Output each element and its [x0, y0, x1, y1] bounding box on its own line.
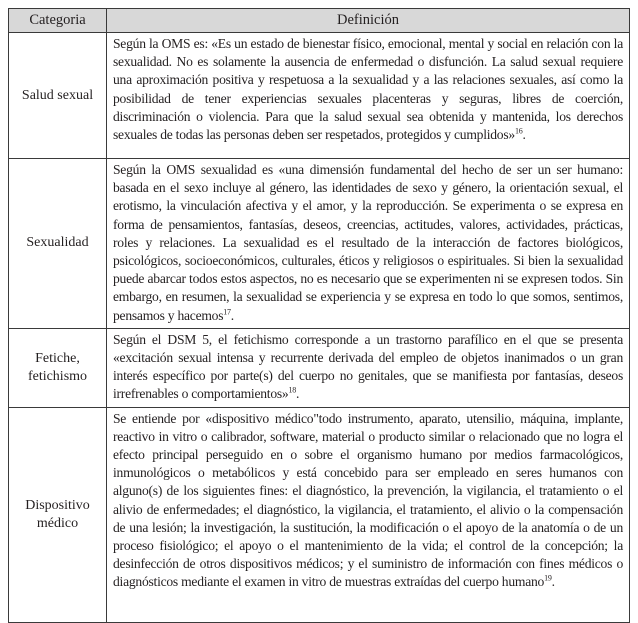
- definition-cell: Según el DSM 5, el fetichismo corresponde a un trastorno parafílico en el que se presenta «excitación sexual intensa y recurrente derivada del empleo de objetos inanimados o un gran interés específico por parte(s) del cuerpo no genitales, que se manifiesta por fantasías, deseos irrefrenables o comportamientos»$^{18}$.: [107, 328, 630, 407]
- table-row: [9, 407, 630, 622]
- definition-cell: Según la OMS sexualidad es «una dimensión fundamental del hecho de ser un ser humano: basada en el sexo incluye al género, las identidades de sexo y género, la orientación sexual, el erotismo, la vinculación afectiva y el amor, y la reproducción. Se experimenta o se expresa en forma de pensamientos, fantasías, deseos, creencias, actitudes, valores, actividades, prácticas, roles y relaciones. La sexualidad es el resultado de la interacción de factores biológicos, psicológicos, socioeconómicos, culturales, éticos y religiosos o espirituales. Si bien la sexualidad puede abarcar todos estos aspectos, no es necesario que se experimenten ni se expresen todos. Sin embargo, en resumen, la sexualidad se experiencia y se expresa en todo lo que somos, sentimos, pensamos y hacemos$^{17}$.: [107, 159, 630, 329]
- reference-number: 17: [223, 307, 231, 317]
- table-row: [9, 33, 630, 159]
- table-row: [9, 159, 630, 329]
- category-cell: Dispositivo médico: [9, 407, 107, 622]
- header-definition: Definición: [107, 9, 630, 33]
- definition-text: Según la OMS sexualidad es «una dimensión fundamental del hecho de ser un ser humano: basada en el sexo incluye al género, las identidades de sexo y género, la orientación sexual, el erotismo, la vinculación afectiva y el amor, y la reproducción. Se experimenta o se expresa en forma de pensamientos, fantasías, deseos, creencias, actitudes, valores, actividades, prácticas, roles y relaciones. La sexualidad es el resultado de la interacción de factores biológicos, psicológicos, socioeconómicos, culturales, éticos y religiosos o espirituales. Si bien la sexualidad puede abarcar todos estos aspectos, no es necesario que se experimenten ni se expresen todos. Sin embargo, en resumen, la sexualidad se experiencia y se expresa en todo lo que somos, sentimos, pensamos y hacemos: [113, 162, 623, 323]
- reference-number: 18: [288, 385, 296, 395]
- header-category: Categoria: [9, 9, 107, 33]
- table-row: [9, 328, 630, 407]
- definitions-table: [8, 8, 630, 623]
- reference-number: 19: [544, 573, 552, 583]
- definition-text: Según el DSM 5, el fetichismo corresponde a un trastorno parafílico en el que se presenta «excitación sexual intensa y recurrente derivada del empleo de objetos inanimados o un gran interés específico por parte(s) del cuerpo no genitales, que se manifiesta por fantasías, deseos irrefrenables o comportamientos»: [113, 331, 623, 402]
- category-cell: Fetiche, fetichismo: [9, 328, 107, 407]
- definition-text: Se entiende por «dispositivo médico"todo instrumento, aparato, utensilio, máquina, implante, reactivo in vitro o calibrador, software, material o producto similar o relacionado que no logra el efecto principal perseguido en o sobre el organismo humano por medios farmacológicos, inmunológicos o metabólicos y está concebido para ser empleado en seres humanos con alguno(s) de los siguientes fines: el diagnóstico, la prevención, la vigilancia, el tratamiento o el alivio de enfermedades; el diagnóstico, la vigilancia, el tratamiento, el alivio o la compensación de una lesión; la investigación, la sustitución, la modificación o el apoyo de la anatomía o de un proceso fisiológico; el apoyo o el mantenimiento de la vida; el control de la concepción; la desinfección de otros dispositivos médicos; y el suministro de información con fines médicos o diagnósticos mediante el examen in vitro de muestras extraídas del cuerpo humano: [113, 410, 623, 590]
- reference-number: 16: [514, 126, 523, 136]
- category-cell: Salud sexual: [9, 33, 107, 159]
- header-row: [9, 9, 630, 33]
- category-cell: Sexualidad: [9, 159, 107, 329]
- definition-text: Según la OMS es: «Es un estado de bienestar físico, emocional, mental y social en relación con la sexualidad. No es solamente la ausencia de enfermedad o disfunción. La salud sexual requiere una aproximación positiva y respetuosa a la sexualidad y a las relaciones sexuales, así como la posibilidad de tener experiencias sexuales placenteras y seguras, libres de coerción, discriminación o violencia. Para que la salud sexual sea obtenida y mantenida, los derechos sexuales de todas las personas deben ser respetados, protegidos y cumplidos»: [113, 36, 623, 143]
- definition-cell: Según la OMS es: «Es un estado de bienestar físico, emocional, mental y social en relación con la sexualidad. No es solamente la ausencia de enfermedad o disfunción. La salud sexual requiere una aproximación positiva y respetuosa a la sexualidad y a las relaciones sexuales, así como la posibilidad de tener experiencias sexuales placenteras y seguras, libres de coerción, discriminación o violencia. Para que la salud sexual sea obtenida y mantenida, los derechos sexuales de todas las personas deben ser respetados, protegidos y cumplidos»$^{16}$.: [107, 33, 630, 159]
- definition-cell: Se entiende por «dispositivo médico"todo instrumento, aparato, utensilio, máquina, implante, reactivo in vitro o calibrador, software, material o producto similar o relacionado que no logra el efecto principal perseguido en o sobre el organismo humano por medios farmacológicos, inmunológicos o metabólicos y está concebido para ser empleado en seres humanos con alguno(s) de los siguientes fines: el diagnóstico, la prevención, la vigilancia, el tratamiento o el alivio de enfermedades; el diagnóstico, la vigilancia, el tratamiento, el alivio o la compensación de una lesión; la investigación, la sustitución, la modificación o el apoyo de la anatomía o de un proceso fisiológico; el apoyo o el mantenimiento de la vida; el control de la concepción; la desinfección de otros dispositivos médicos; y el suministro de información con fines médicos o diagnósticos mediante el examen in vitro de muestras extraídas del cuerpo humano$^{19}$.: [107, 407, 630, 622]
